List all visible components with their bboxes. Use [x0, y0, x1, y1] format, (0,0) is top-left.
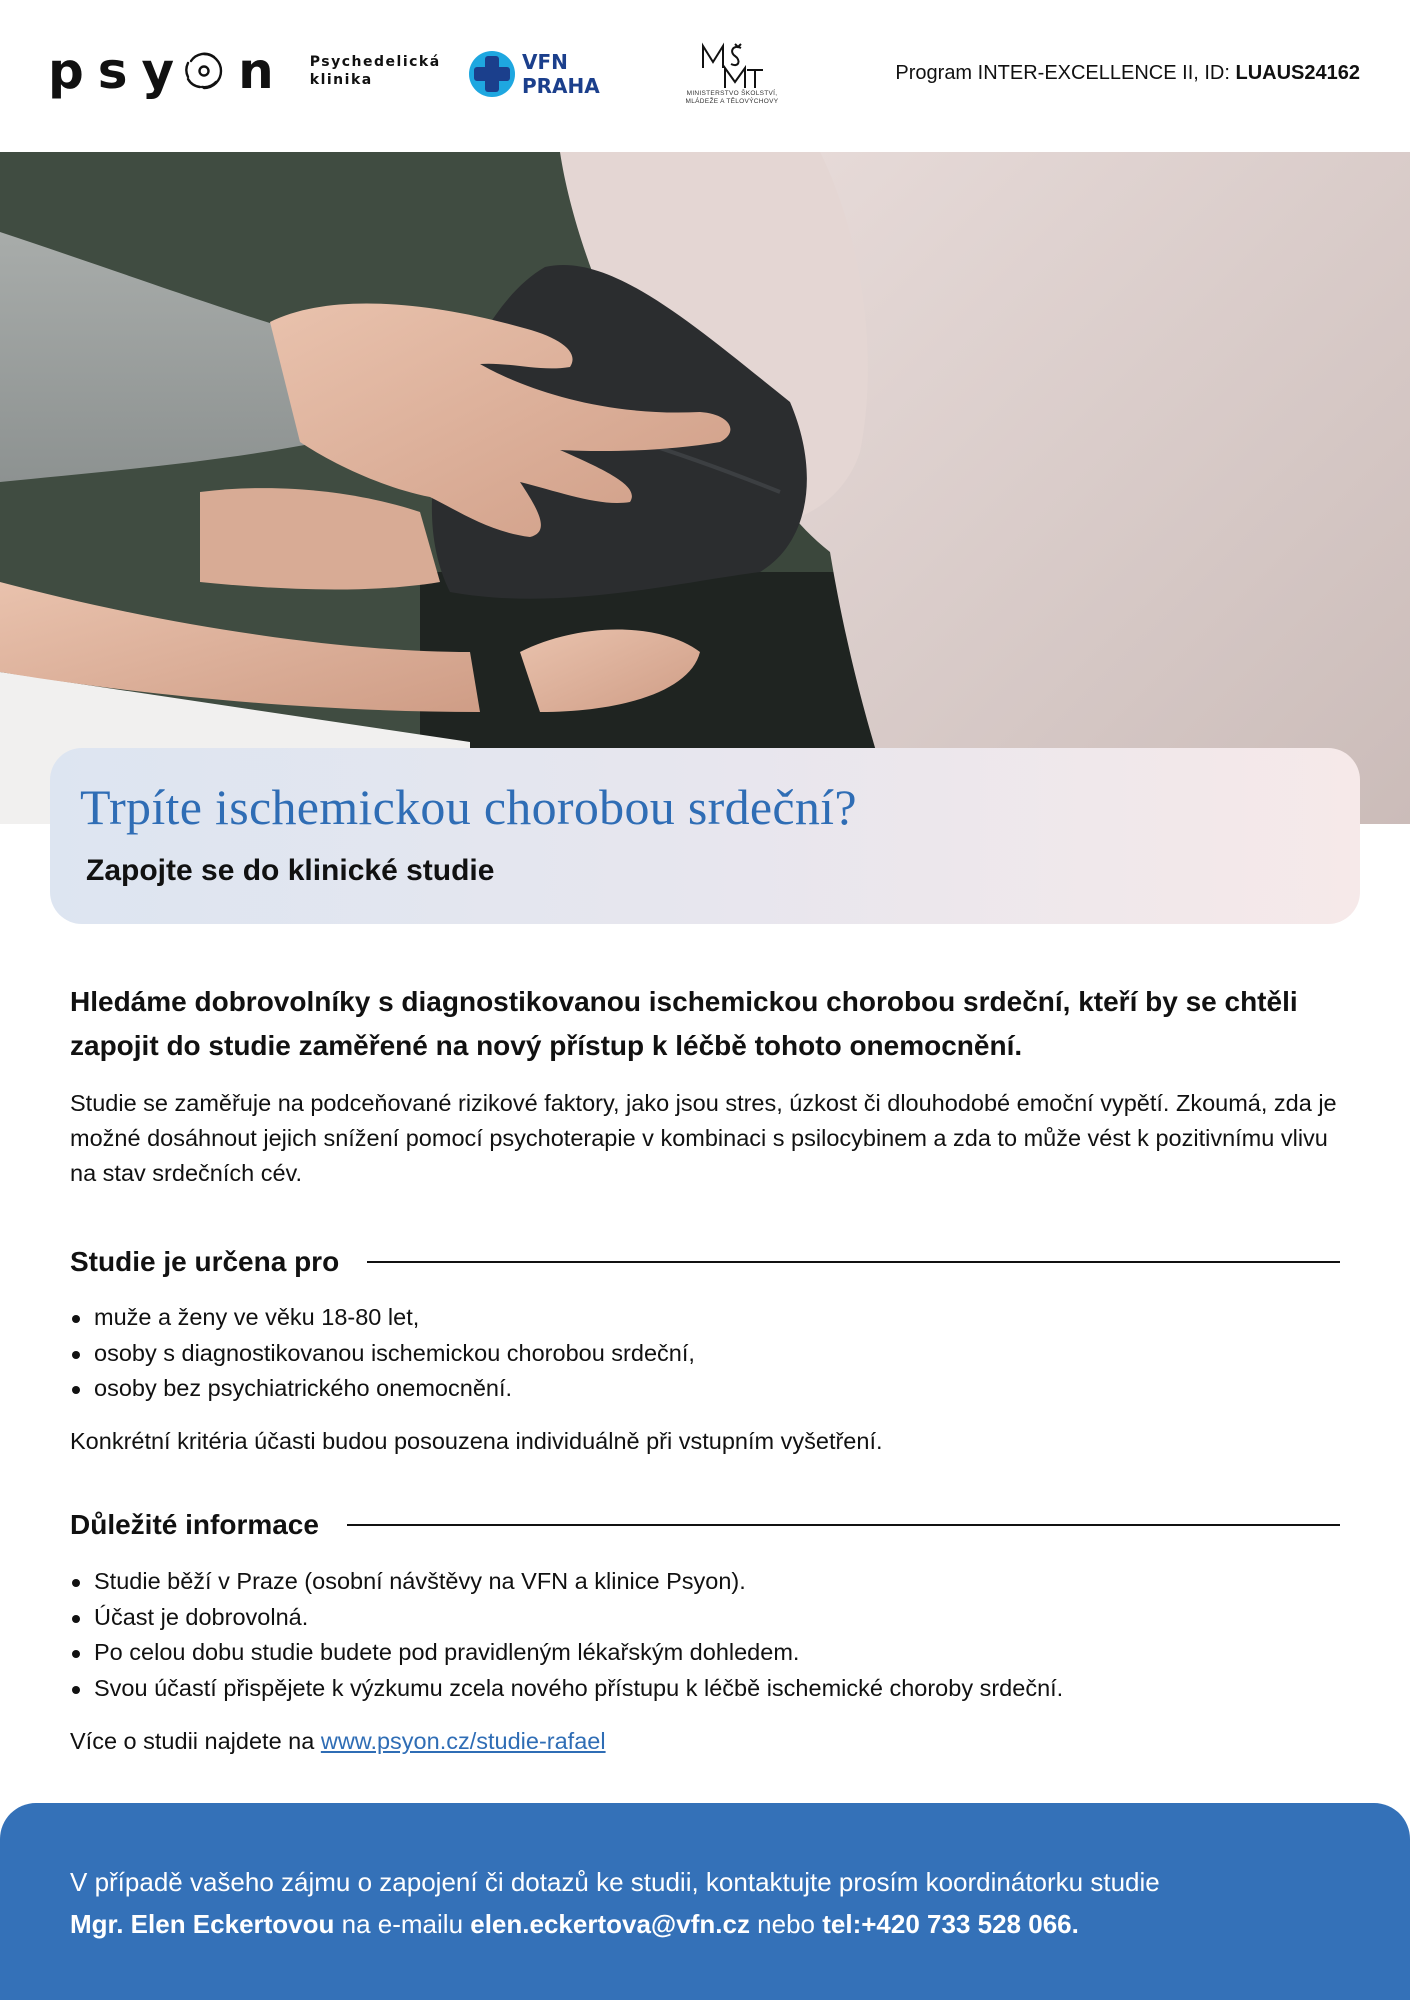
- list-item: osoby s diagnostikovanou ischemickou chorobou srdeční,: [70, 1336, 1350, 1372]
- vfn-line1: VFN: [522, 50, 568, 74]
- header: [0, 0, 1410, 152]
- vfn-logo: [468, 50, 600, 98]
- section-target-group: [70, 1242, 1340, 1282]
- psyon-subtitle-line1: Psychedelická: [309, 54, 441, 70]
- page-subtitle: Zapojte se do klinické studie: [86, 854, 495, 887]
- contact-intro: V případě vašeho zájmu o zapojení či dotazů ke studii, kontaktujte prosím koordinátorku studie: [70, 1867, 1160, 1897]
- psyon-logo: [48, 42, 441, 100]
- msmt-line1: MINISTERSTVO ŠKOLSTVÍ,: [686, 90, 778, 97]
- psyon-wordmark: psy n: [48, 42, 288, 100]
- more-info-prefix: Více o studii najdete na: [70, 1728, 321, 1754]
- vfn-line2: PRAHA: [522, 74, 600, 98]
- list-item: muže a ženy ve věku 18-80 let,: [70, 1300, 1350, 1336]
- section-heading: Studie je určena pro: [70, 1246, 340, 1277]
- blood-pressure-photo-illustration: [0, 152, 1410, 824]
- eligibility-list: [70, 1300, 1350, 1407]
- program-label: Program INTER-EXCELLENCE II, ID:: [895, 62, 1236, 84]
- criteria-note: Konkrétní kritéria účasti budou posouzena individuálně při vstupním vyšetření.: [70, 1428, 883, 1454]
- coordinator-name: Mgr. Elen Eckertovou: [70, 1909, 335, 1939]
- contact-connector: nebo: [749, 1909, 823, 1939]
- list-item: osoby bez psychiatrického onemocnění.: [70, 1371, 1350, 1407]
- info-list: [70, 1564, 1350, 1706]
- msmt-emblem-icon: [697, 42, 767, 90]
- list-item: Po celou dobu studie budete pod pravidleným lékařským dohledem.: [70, 1635, 1350, 1671]
- hero-photo: [0, 152, 1410, 824]
- msmt-logo: [662, 42, 802, 106]
- study-link[interactable]: www.psyon.cz/studie-rafael: [320, 1728, 606, 1754]
- contact-connector: na e-mailu: [334, 1909, 471, 1939]
- title-card: [50, 748, 1360, 924]
- psyon-subtitle: [310, 53, 441, 89]
- page-title: Trpíte ischemickou chorobou srdeční?: [80, 779, 857, 835]
- list-item: Účast je dobrovolná.: [70, 1600, 1350, 1636]
- spiral-icon: [184, 51, 224, 91]
- msmt-line2: MLÁDEŽE A TĚLOVÝCHOVY: [685, 98, 779, 105]
- section-divider: [347, 1524, 1340, 1526]
- more-info: [70, 1724, 606, 1759]
- intro-lead: Hledáme dobrovolníky s diagnostikovanou ischemickou chorobou srdeční, kteří by se chtěli zapojit do studie zaměřené na nový přístup k léčbě tohoto onemocnění.: [70, 986, 1298, 1061]
- contact-email[interactable]: elen.eckertova@vfn.cz: [470, 1909, 750, 1939]
- section-heading: Důležité informace: [70, 1509, 319, 1540]
- medical-cross-icon: [468, 50, 516, 98]
- program-id-label: [895, 62, 1360, 85]
- intro-text: Studie se zaměřuje na podceňované rizikové faktory, jako jsou stres, úzkost či dlouhodobé emoční vypětí. Zkoumá, zda je možné dosáhnout jejich snížení pomocí psychoterapie v kombinaci s psilocybinem a zda to může vést k pozitivnímu vlivu na stav srdečních cév.: [70, 1090, 1337, 1186]
- contact-text: [70, 1861, 1360, 1945]
- program-id: LUAUS24162: [1235, 62, 1360, 84]
- section-divider: [367, 1261, 1340, 1263]
- psyon-subtitle-line2: klinika: [309, 72, 373, 88]
- contact-footer: [0, 1803, 1410, 2000]
- list-item: Studie běží v Praze (osobní návštěvy na VFN a klinice Psyon).: [70, 1564, 1350, 1600]
- section-important-info: [70, 1505, 1340, 1545]
- contact-phone[interactable]: tel:+420 733 528 066.: [822, 1909, 1079, 1939]
- list-item: Svou účastí přispějete k výzkumu zcela nového přístupu k léčbě ischemické choroby srdeční.: [70, 1671, 1350, 1707]
